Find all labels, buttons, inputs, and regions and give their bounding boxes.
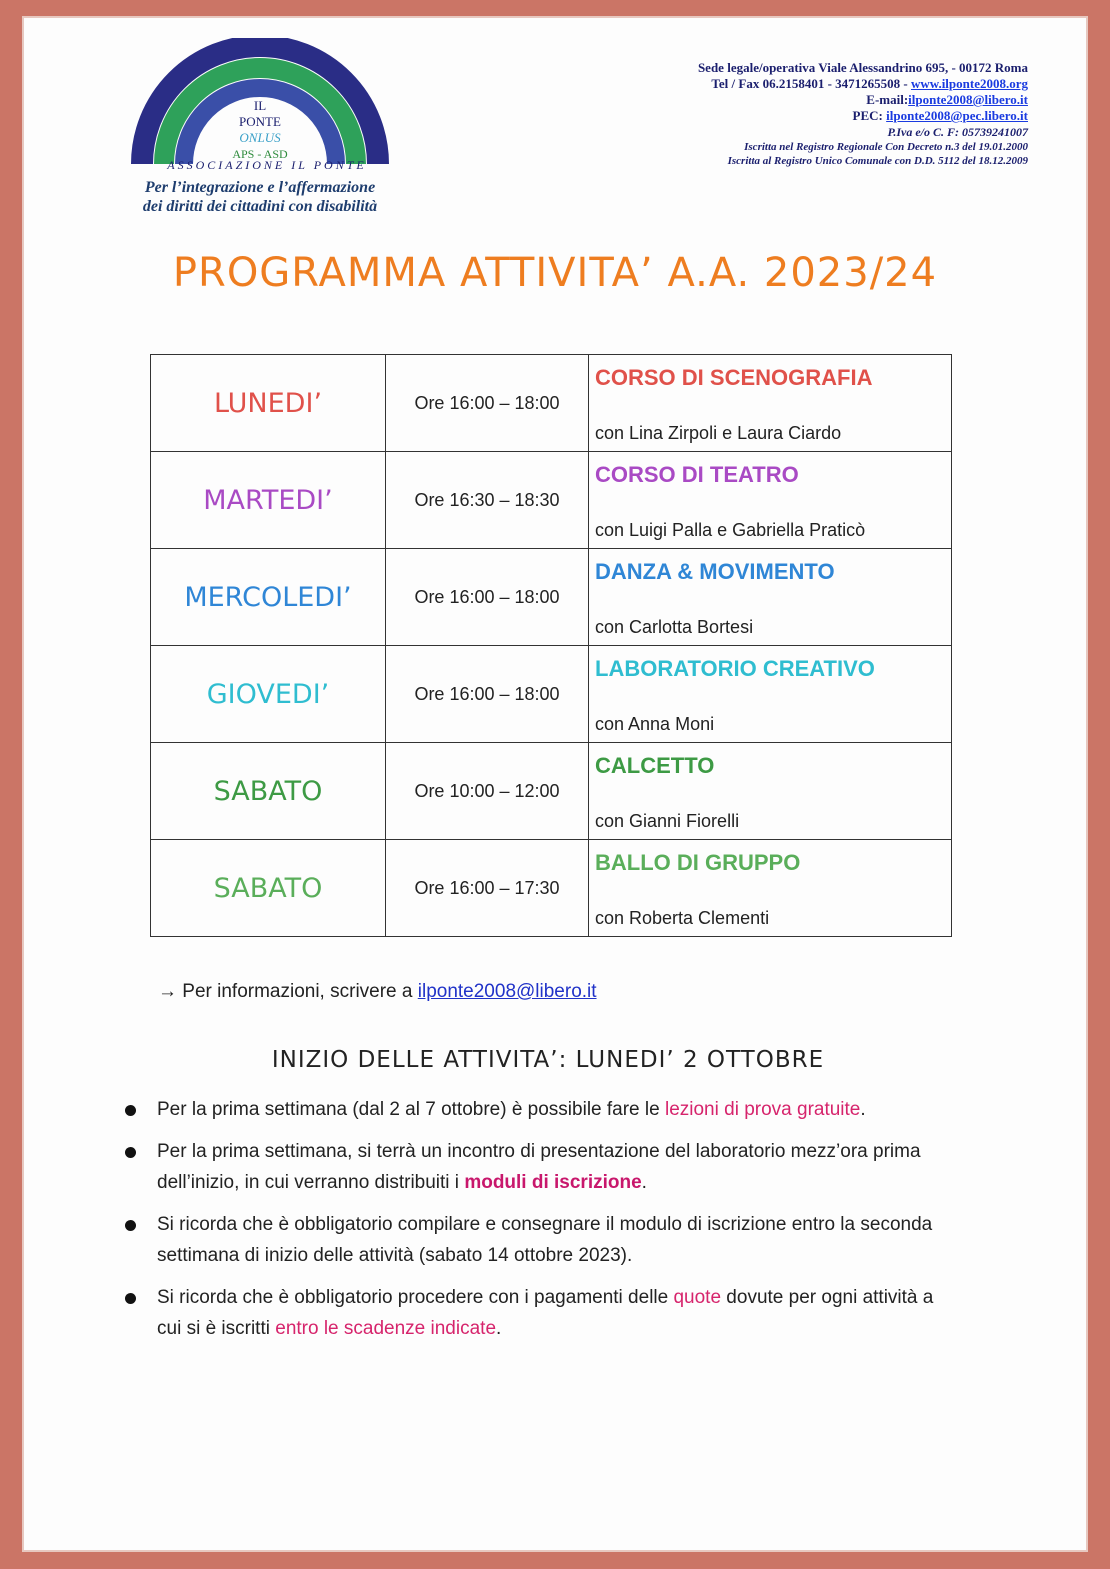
activity-name: BALLO DI GRUPPO <box>595 850 801 875</box>
activity-cell <box>589 840 952 937</box>
bullet-icon <box>125 1293 136 1304</box>
activity-cell <box>589 452 952 549</box>
website-link[interactable]: www.ilponte2008.org <box>911 76 1028 91</box>
activity-teacher: con Lina Zirpoli e Laura Ciardo <box>595 423 842 443</box>
notes-list <box>125 1094 955 1355</box>
pec-line: PEC: ilponte2008@pec.libero.it <box>852 108 1028 123</box>
table-row <box>151 452 952 549</box>
day-cell: MARTEDI’ <box>151 452 386 549</box>
activity-teacher: con Luigi Palla e Gabriella Praticò <box>595 520 866 540</box>
activity-name: CORSO DI TEATRO <box>595 462 799 487</box>
contact-info <box>698 60 1028 168</box>
bullet-icon <box>125 1220 136 1231</box>
bullet-icon <box>125 1105 136 1116</box>
bullet-icon <box>125 1147 136 1158</box>
activity-name: CORSO DI SCENOGRAFIA <box>595 365 873 390</box>
list-item: Si ricorda che è obbligatorio compilare e consegnare il modulo di iscrizione entro la seconda settimana di inizio delle attività (sabato 14 ottobre 2023). <box>125 1209 955 1271</box>
phone-line: Tel / Fax 06.2158401 - 3471265508 - www.ilponte2008.org <box>711 76 1028 91</box>
page-title: PROGRAMMA ATTIVITA’ A.A. 2023/24 <box>172 250 938 296</box>
activity-teacher: con Anna Moni <box>595 714 715 734</box>
time-cell: Ore 16:00 – 18:00 <box>386 646 589 743</box>
list-item: Per la prima settimana (dal 2 al 7 ottobre) è possibile fare le lezioni di prova gratuite. <box>125 1094 955 1125</box>
pec-link[interactable]: ilponte2008@pec.libero.it <box>886 108 1028 123</box>
table-row <box>151 549 952 646</box>
table-row <box>151 355 952 452</box>
activity-cell <box>589 743 952 840</box>
start-heading: INIZIO DELLE ATTIVITA’: LUNEDI’ 2 OTTOBRE <box>271 1047 825 1073</box>
activity-teacher: con Carlotta Bortesi <box>595 617 754 637</box>
association-logo <box>80 38 440 218</box>
activity-cell <box>589 355 952 452</box>
day-cell: MERCOLEDI’ <box>151 549 386 646</box>
info-email-link[interactable]: ilponte2008@libero.it <box>417 981 597 1002</box>
email-line: E-mail:ilponte2008@libero.it <box>866 92 1028 107</box>
time-cell: Ore 10:00 – 12:00 <box>386 743 589 840</box>
logo-text: IL PONTE ONLUS APS - ASD <box>232 98 288 161</box>
activity-name: LABORATORIO CREATIVO <box>595 656 875 681</box>
table-row <box>151 743 952 840</box>
day-cell: GIOVEDI’ <box>151 646 386 743</box>
logo-motto: Per l’integrazione e l’affermazione dei diritti dei cittadini con disabilità <box>142 179 378 215</box>
day-cell: SABATO <box>151 743 386 840</box>
time-cell: Ore 16:30 – 18:30 <box>386 452 589 549</box>
activity-cell <box>589 549 952 646</box>
activity-cell <box>589 646 952 743</box>
activity-name: CALCETTO <box>595 753 715 778</box>
regional-registry: Iscritta nel Registro Regionale Con Decreto n.3 del 19.01.2000 <box>744 141 1028 153</box>
list-item: Si ricorda che è obbligatorio procedere con i pagamenti delle quote dovute per ogni attività a cui si è iscritti entro le scadenze indicate. <box>125 1282 955 1344</box>
time-cell: Ore 16:00 – 17:30 <box>386 840 589 937</box>
table-row <box>151 840 952 937</box>
vat-number: P.Iva e/o C. F: 05739241007 <box>887 125 1028 139</box>
activity-teacher: con Roberta Clementi <box>595 908 770 928</box>
logo-association-name: ASSOCIAZIONE IL PONTE <box>167 158 367 172</box>
municipal-registry: Iscritta al Registro Unico Comunale con D.D. 5112 del 18.12.2009 <box>727 155 1028 167</box>
info-line: → Per informazioni, scrivere a ilponte2008@libero.it <box>158 981 597 1002</box>
day-cell: SABATO <box>151 840 386 937</box>
day-cell: LUNEDI’ <box>151 355 386 452</box>
table-row <box>151 646 952 743</box>
list-item: Per la prima settimana, si terrà un incontro di presentazione del laboratorio mezz’ora prima dell’inizio, in cui verranno distribuiti i moduli di iscrizione. <box>125 1136 955 1198</box>
email-link[interactable]: ilponte2008@libero.it <box>908 92 1028 107</box>
activity-name: DANZA & MOVIMENTO <box>595 559 835 584</box>
time-cell: Ore 16:00 – 18:00 <box>386 549 589 646</box>
address: Sede legale/operativa Viale Alessandrino 695, - 00172 Roma <box>697 60 1028 75</box>
schedule-table <box>150 354 952 937</box>
time-cell: Ore 16:00 – 18:00 <box>386 355 589 452</box>
activity-teacher: con Gianni Fiorelli <box>595 811 740 831</box>
